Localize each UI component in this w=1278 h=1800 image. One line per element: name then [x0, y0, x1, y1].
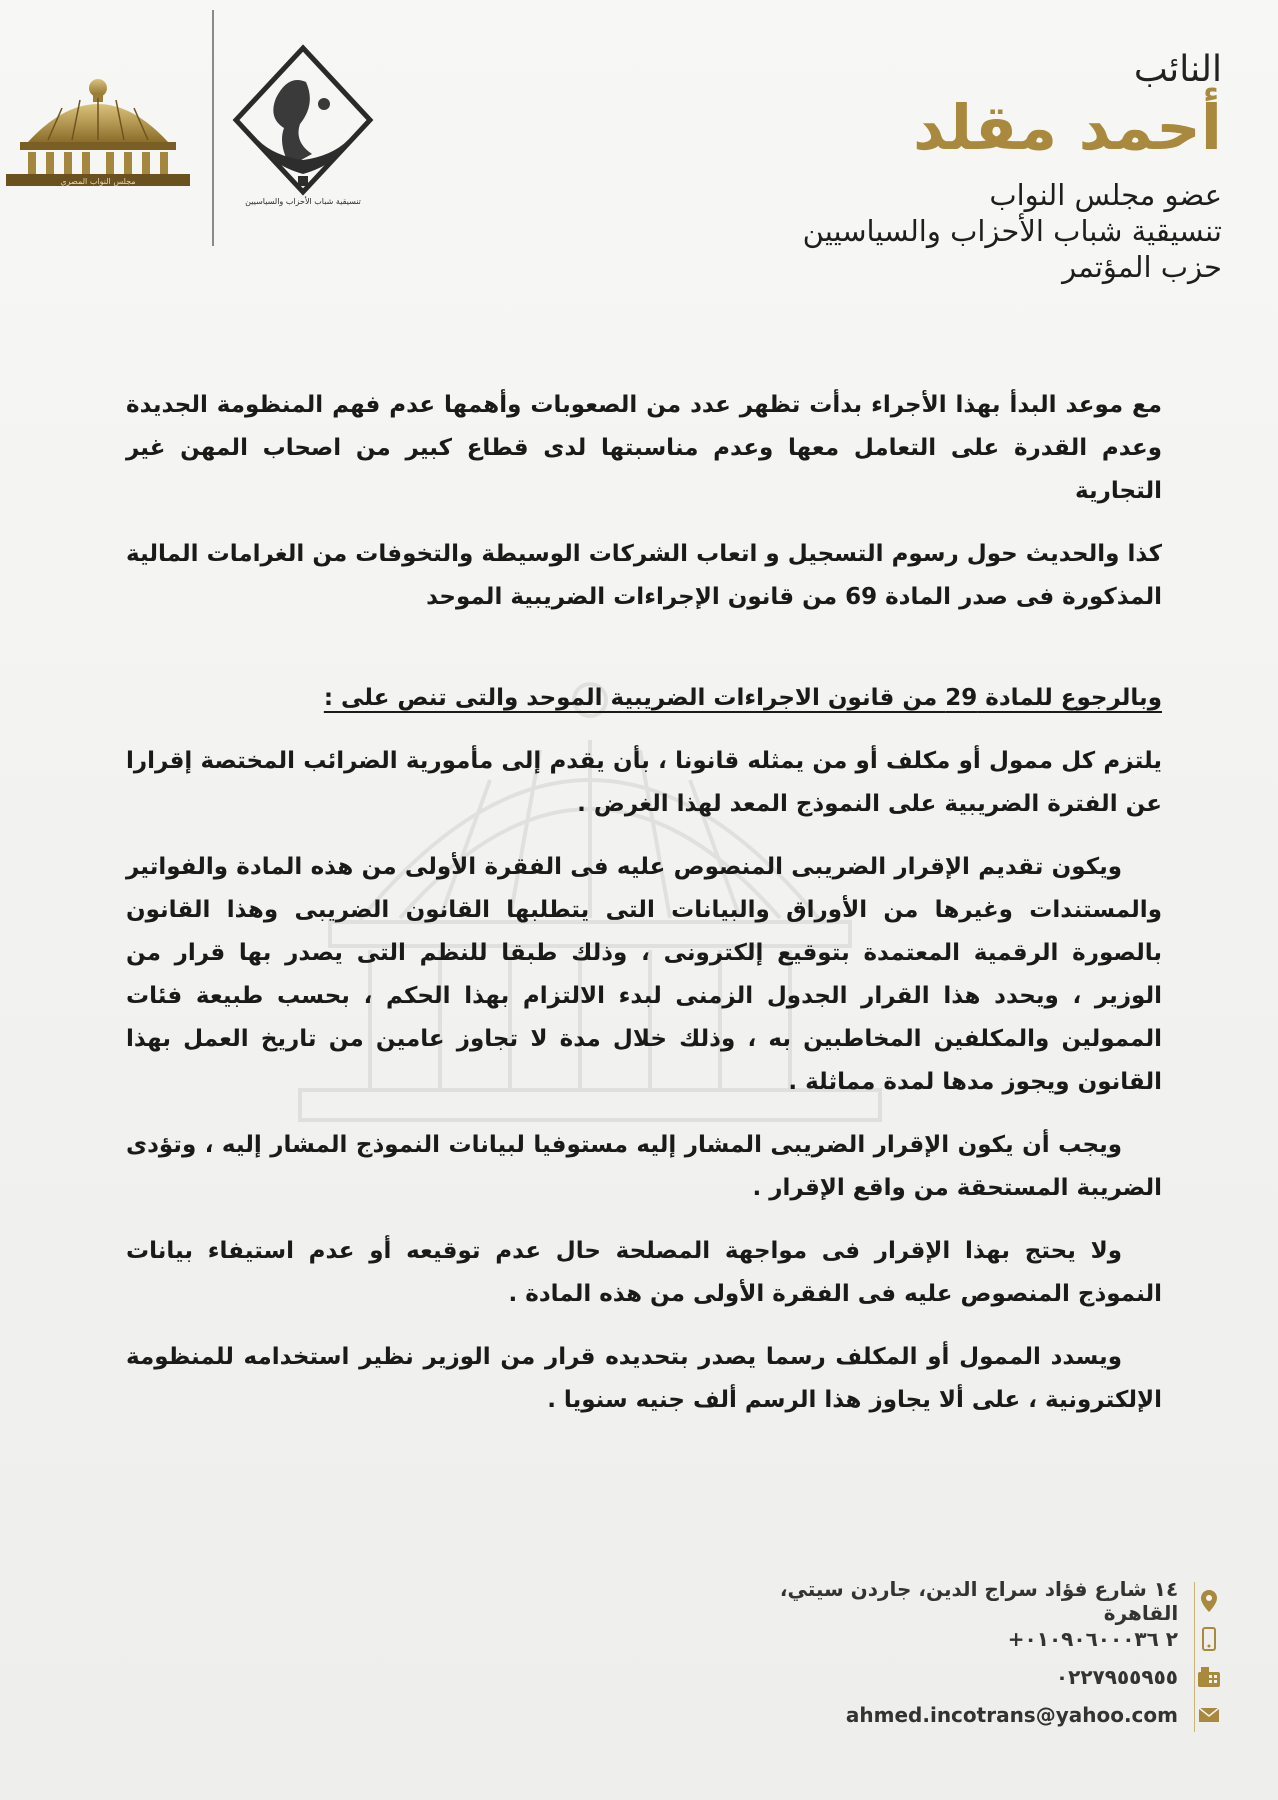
contact-footer	[702, 1577, 1222, 1734]
member-title-prefix: النائب	[1133, 49, 1222, 90]
header-divider	[212, 10, 214, 246]
footer-separator	[1194, 1582, 1195, 1732]
footer-email[interactable]: ahmed.incotrans@yahoo.com	[845, 1703, 1178, 1727]
role-line: عضو مجلس النواب	[989, 177, 1222, 212]
member-name: أحمد مقلد	[912, 90, 1222, 164]
footer-email-row	[702, 1696, 1222, 1734]
footer-phone-row	[702, 1658, 1222, 1696]
location-pin-icon	[1196, 1588, 1222, 1614]
footer-mobile-row	[702, 1620, 1222, 1658]
landline-phone-icon	[1196, 1664, 1222, 1690]
letter-body	[126, 384, 1162, 1442]
body-paragraph: يلتزم كل ممول أو مكلف أو من يمثله قانونا ، بأن يقدم إلى مأمورية الضرائب المختصة إقرارا عن الفترة الضريبية على النموذج المعد لهذا الغرض .	[126, 748, 1162, 817]
footer-mobile[interactable]: +٢ ٠١٠٩٠٦٠٠٠٣٦	[1007, 1627, 1178, 1651]
role-line: تنسيقية شباب الأحزاب والسياسيين	[802, 214, 1222, 249]
parliament-dome-logo	[0, 70, 196, 188]
footer-phone[interactable]: ٠٢٢٧٩٥٥٩٥٥	[1055, 1665, 1178, 1689]
body-paragraph: ويسدد الممول أو المكلف رسما يصدر بتحديده قرار من الوزير نظير استخدامه للمنظومة الإلكترونية ، على ألا يجاوز هذا الرسم ألف جنيه سنويا .	[126, 1344, 1162, 1413]
parliament-logo-caption: مجلس النواب المصري	[60, 177, 136, 186]
body-paragraph: ويكون تقديم الإقرار الضريبى المنصوص عليه فى الفقرة الأولى من هذه المادة والفواتير والمستندات وغيرها من الأوراق والبيانات التى يتطلبها القانون الضريبى وهذا القانون بالصورة الرقمية المعتمدة بتوقيع إلكترونى ، وذلك طبقا للنظم التى يصدر بها قرار من الوزير ، ويحدد هذا القرار الجدول الزمنى لبدء الالتزام بهذا الحكم ، بحسب طبيعة فئات الممولين والمكلفين المخاطبين به ، وذلك خلال مدة لا تجاوز عامين من تاريخ العمل بهذا القانون ويجوز مدها لمدة مماثلة .	[126, 854, 1162, 1095]
role-line: حزب المؤتمر	[1062, 250, 1222, 285]
body-paragraph: مع موعد البدأ بهذا الأجراء بدأت تظهر عدد من الصعوبات وأهمها عدم فهم المنظومة الجديدة وعدم القدرة على التعامل معها وعدم مناسبتها لدى قطاع كبير من اصحاب المهن غير التجارية	[126, 392, 1162, 504]
body-paragraph: ولا يحتج بهذا الإقرار فى مواجهة المصلحة حال عدم توقيعه أو عدم استيفاء بيانات النموذج المنصوص عليه فى الفقرة الأولى من هذه المادة .	[126, 1238, 1162, 1307]
article-29-heading: وبالرجوع للمادة 29 من قانون الاجراءات الضريبية الموحد والتى تنص على :	[323, 685, 1162, 711]
body-paragraph: كذا والحديث حول رسوم التسجيل و اتعاب الشركات الوسيطة والتخوفات من الغرامات المالية المذكورة فى صدر المادة 69 من قانون الإجراءات الضريبية الموحد	[126, 541, 1162, 610]
envelope-icon	[1196, 1702, 1222, 1728]
footer-address-row	[702, 1577, 1222, 1625]
coordination-logo-caption: تنسيقية شباب الأحزاب والسياسيين	[245, 197, 361, 206]
body-paragraph: ويجب أن يكون الإقرار الضريبى المشار إليه مستوفيا لبيانات النموذج المشار إليه ، وتؤدى الضريبة المستحقة من واقع الإقرار .	[126, 1132, 1162, 1201]
letterhead	[662, 50, 1222, 286]
footer-address: ١٤ شارع فؤاد سراج الدين، جاردن سيتي، القاهرة	[779, 1577, 1179, 1625]
coordination-logo	[228, 44, 378, 212]
mobile-phone-icon	[1196, 1626, 1222, 1652]
